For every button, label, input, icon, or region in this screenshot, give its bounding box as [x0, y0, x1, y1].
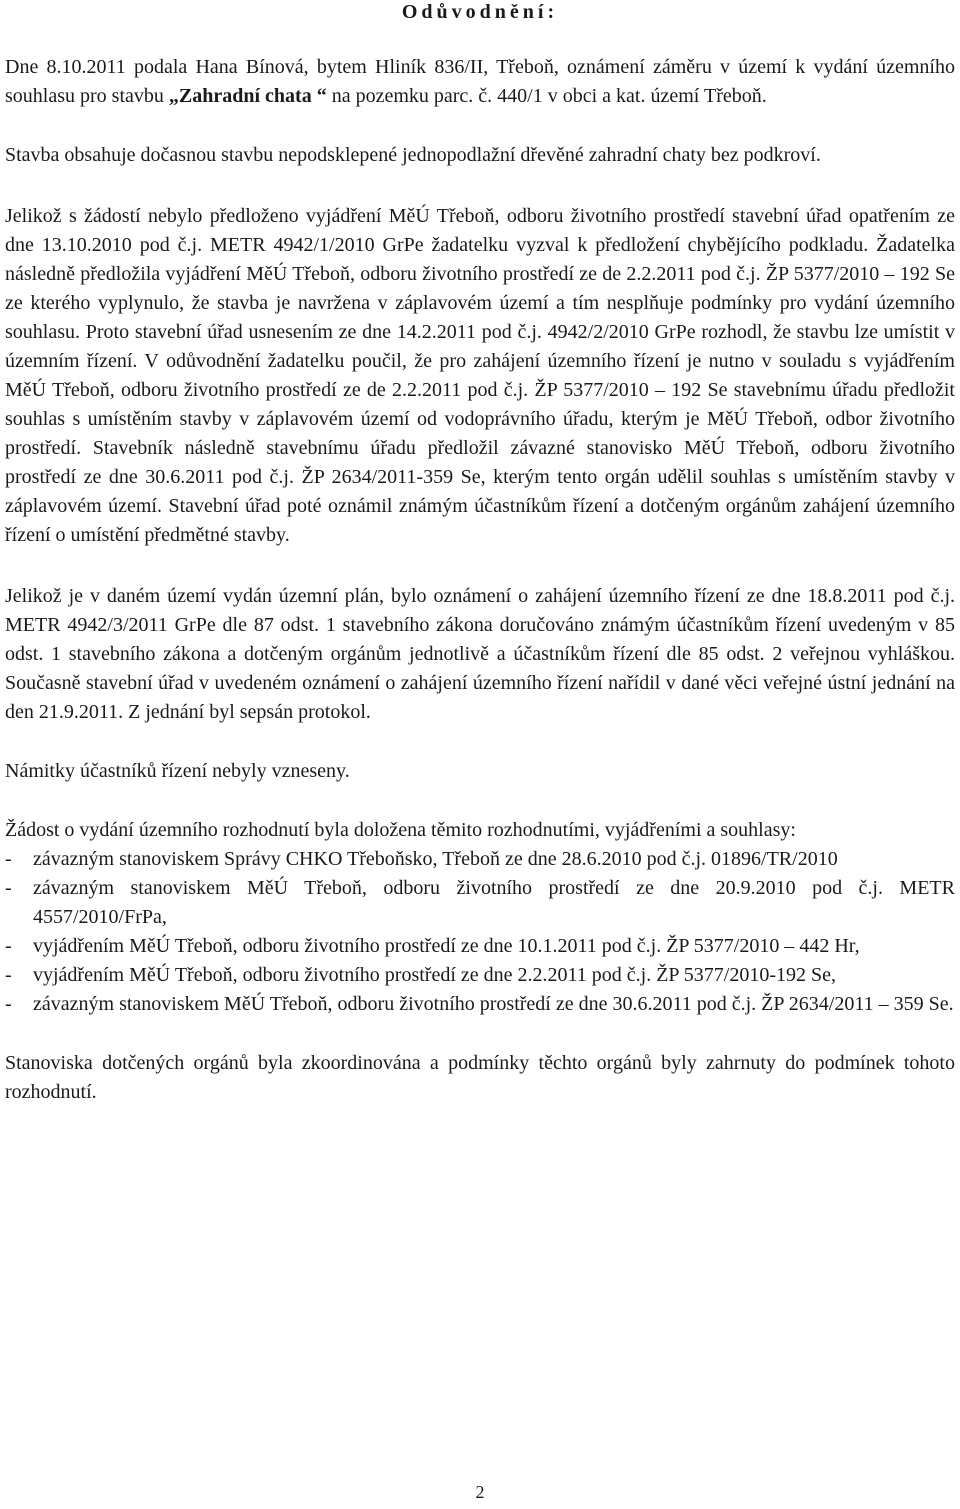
- documents-list: [5, 845, 955, 1019]
- application-text-start: Dne 8.10.2011 podala Hana Bínová, bytem Hliník 836/II, Třeboň, oznámení záměru v území k vydání územního souhlasu pro stavbu: [5, 56, 955, 107]
- page-number: 2: [475, 1482, 485, 1502]
- list-dash: -: [5, 964, 12, 986]
- section-heading: Odůvodnění:: [401, 1, 559, 23]
- paragraph-documents-intro: Žádost o vydání územního rozhodnutí byla doložena těmito rozhodnutími, vyjádřeními a souhlasy:: [5, 819, 796, 841]
- paragraph-procedure: Jelikož s žádostí nebylo předloženo vyjádření MěÚ Třeboň, odboru životního prostředí stavební úřad opatřením ze dne 13.10.2010 pod č.j. METR 4942/1/2010 GrPe žadatelku vyzval k předložení chybějícího podkladu. Žadatelka následně předložila vyjádření MěÚ Třeboň, odboru životního prostředí ze de 2.2.2011 pod č.j. ŽP 5377/2010 – 192 Se ze kterého vyplynulo, že stavba je navržena v záplavovém území a tím nesplňuje podmínky pro vydání územního souhlasu. Proto stavební úřad usnesením ze dne 14.2.2011 pod č.j. 4942/2/2010 GrPe rozhodl, že stavbu lze umístit v územním řízení. V odůvodnění žadatelku poučil, že pro zahájení územního řízení je nutno v souladu s vyjádřením MěÚ Třeboň, odboru životního prostředí ze de 2.2.2011 pod č.j. ŽP 5377/2010 – 192 Se stavebnímu úřadu předložit souhlas s umístěním stavby v záplavovém území od vodoprávního úřadu, kterým je MěÚ Třeboň, odbor životního prostředí. Stavebník následně stavebnímu úřadu předložil závazné stanovisko MěÚ Třeboň, odboru životního prostředí ze dne 30.6.2011 pod č.j. ŽP 2634/2011-359 Se, kterým tento orgán udělil souhlas s umístěním stavby v záplavovém území. Stavební úřad poté oznámil známým účastníkům řízení a dotčeným orgánům zahájení územního řízení o umístění předmětné stavby.: [5, 205, 955, 546]
- list-dash: -: [5, 848, 12, 870]
- list-item: - závazným stanoviskem MěÚ Třeboň, odboru životního prostředí ze dne 30.6.2011 pod č.j. ŽP 2634/2011 – 359 Se.: [5, 990, 955, 1019]
- list-dash: -: [5, 877, 12, 899]
- paragraph-construction: Stavba obsahuje dočasnou stavbu nepodsklepené jednopodlažní dřevěné zahradní chaty bez podkroví.: [5, 144, 821, 166]
- list-item: - vyjádřením MěÚ Třeboň, odboru životního prostředí ze dne 10.1.2011 pod č.j. ŽP 5377/2010 – 442 Hr,: [5, 932, 955, 961]
- list-dash: -: [5, 993, 12, 1015]
- project-name: „Zahradní chata “: [168, 85, 327, 107]
- application-text-end: na pozemku parc. č. 440/1 v obci a kat. území Třeboň.: [326, 85, 767, 107]
- list-item: - závazným stanoviskem MěÚ Třeboň, odboru životního prostředí ze dne 20.9.2010 pod č.j. METR 4557/2010/FrPa,: [5, 874, 955, 932]
- paragraph-coordination: Stanoviska dotčených orgánů byla zkoordinována a podmínky těchto orgánů byly zahrnuty do podmínek tohoto rozhodnutí.: [5, 1052, 955, 1103]
- list-item: - vyjádřením MěÚ Třeboň, odboru životního prostředí ze dne 2.2.2011 pod č.j. ŽP 5377/2010-192 Se,: [5, 961, 955, 990]
- list-dash: -: [5, 935, 12, 957]
- paragraph-objections: Námitky účastníků řízení nebyly vzneseny.: [5, 760, 350, 782]
- paragraph-notification: Jelikož je v daném území vydán územní plán, bylo oznámení o zahájení územního řízení ze dne 18.8.2011 pod č.j. METR 4942/3/2011 GrPe dle 87 odst. 1 stavebního zákona doručováno známým účastníkům řízení uvedeným v 85 odst. 1 stavebního zákona a dotčeným orgánům jednotlivě a účastníkům řízení dle 85 odst. 2 veřejnou vyhláškou. Současně stavební úřad v uvedeném oznámení o zahájení územního řízení nařídil v dané věci veřejné ústní jednání na den 21.9.2011. Z jednání byl sepsán protokol.: [5, 585, 955, 723]
- document-page: [5, 0, 955, 1107]
- paragraph-application: [5, 53, 955, 111]
- list-item: - závazným stanoviskem Správy CHKO Třeboňsko, Třeboň ze dne 28.6.2010 pod č.j. 01896/TR/2010: [5, 845, 955, 874]
